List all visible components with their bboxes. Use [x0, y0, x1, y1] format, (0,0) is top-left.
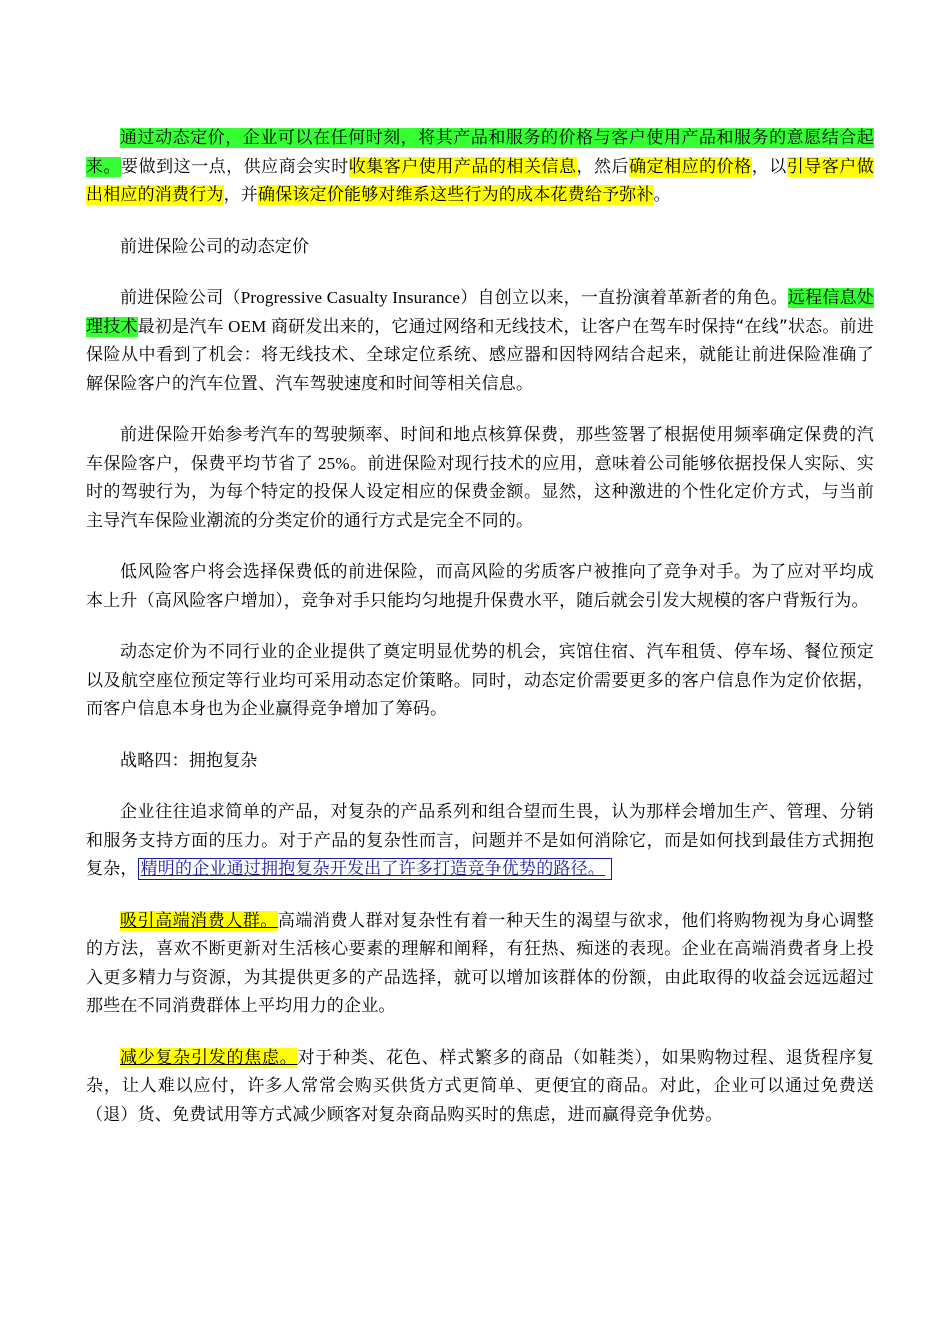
oem-term: OEM — [223, 316, 271, 336]
section-heading-strategy-four: 战略四：拥抱复杂 — [120, 750, 258, 771]
hyperlink-complexity-advantage[interactable]: 精明的企业通过拥抱复杂开发出了许多打造竞争优势的路径。 — [138, 858, 612, 880]
body-text: 商研发出来的，它通过网络和无线技术，让客户在驾车时保持“在线”状态。前进保险从中看到了机会：将无线技术、全球定位系统、感应器和因特网结合起来，就能让前进保险准确了解保险客户的汽车位置、汽车驾驶速度和时间等相关信息。 — [86, 316, 874, 394]
body-text: 对于种类、花色、样式繁多的商品（如鞋类），如果购物过程、退货程序复杂，让人难以应付，许多人常常会购买供货方式更简单、更便宜的商品。对此，企业可以通过免费送（退）货、免费试用等方式减少顾客对复杂商品购买时的焦虑，进而赢得竞争优势。 — [86, 1047, 874, 1125]
body-text: 企业往往追求简单的产品，对复杂的产品系列和组合望而生畏，认为那样会增加生产、管理、分销和服务支持方面的压力。对于产品的复杂性而言，问题并不是如何消除它，而是如何找到最佳方式拥抱复杂， — [86, 802, 874, 879]
paragraph-low-risk-customers: 低风险客户将会选择保费低的前进保险，而高风险的劣质客户被推向了竞争对手。为了应对平均成本上升（高风险客户增加），竞争对手只能均匀地提升保费水平，随后就会引发大规模的客户背叛行为。 — [86, 562, 874, 611]
paragraph-high-end-consumers — [86, 907, 874, 1021]
highlight-green-text: 通过动态定价，企业可以在任何时刻，将其产品和服务的价格与客户使用产品和服务的意愿结合起来。 — [86, 128, 874, 177]
body-text: ，然后 — [576, 156, 630, 177]
paragraph-usage-based-premium — [86, 421, 874, 535]
document-page — [86, 124, 874, 1152]
highlight-yellow-text: 收集客户使用产品的相关信息 — [348, 156, 577, 177]
body-text: 前进保险开始参考汽车的驾驶频率、时间和地点核算保费，那些签署了根据使用频率确定保费的汽车保险客户，保费平均节省了 — [86, 425, 874, 474]
highlight-yellow-text: 确定相应的价格 — [629, 156, 752, 177]
body-text: 前进保险公司（ — [120, 288, 241, 308]
paragraph-dynamic-pricing-intro — [86, 124, 874, 210]
company-name-english: Progressive Casualty Insurance — [240, 288, 461, 307]
body-text: 。 — [653, 185, 671, 205]
highlight-yellow-underlined-heading: 吸引高端消费人群。 — [120, 910, 278, 931]
body-text: ，以 — [751, 156, 787, 177]
highlight-yellow-text: 引导客户做出相应的消费行为 — [86, 156, 875, 205]
percentage-value: 25% — [313, 453, 350, 473]
section-heading-progressive: 前进保险公司的动态定价 — [120, 236, 310, 257]
body-text: ）自创立以来，一直扮演着革新者的角色。 — [460, 288, 788, 308]
body-text: 要做到这一点，供应商会实时 — [121, 156, 349, 177]
highlight-yellow-text: 确保该定价能够对维系这些行为的成本花费给予弥补 — [258, 185, 654, 205]
paragraph-progressive-intro — [86, 284, 874, 398]
body-text: 高端消费人群对复杂性有着一种天生的渴望与欲求，他们将购物视为身心调整的方法，喜欢不断更新对生活核心要素的理解和阐释，有狂热、痴迷的表现。企业在高端消费者身上投入更多精力与资源，为其提供更多的产品选择，就可以增加该群体的份额，由此取得的收益会远远超过那些在不同消费群体上平均用力的企业。 — [86, 910, 874, 1016]
body-text: 。前进保险对现行技术的应用，意味着公司能够依据投保人实际、实时的驾驶行为，为每个特定的投保人设定相应的保费金额。显然，这种激进的个性化定价方式，与当前主导汽车保险业潮流的分类定价的通行方式是完全不同的。 — [86, 453, 875, 531]
body-text: 最初是汽车 — [137, 316, 224, 337]
highlight-green-text: 远程信息处理技术 — [86, 288, 875, 337]
paragraph-embrace-complexity — [86, 798, 874, 884]
paragraph-reduce-anxiety — [86, 1044, 874, 1130]
paragraph-dynamic-pricing-industries: 动态定价为不同行业的企业提供了奠定明显优势的机会，宾馆住宿、汽车租赁、停车场、餐位预定以及航空座位预定等行业均可采用动态定价策略。同时，动态定价需要更多的客户信息作为定价依据，而客户信息本身也为企业赢得竞争增加了筹码。 — [86, 642, 874, 719]
body-text: ，并 — [223, 185, 259, 205]
highlight-yellow-underlined-heading: 减少复杂引发的焦虑。 — [120, 1047, 298, 1068]
